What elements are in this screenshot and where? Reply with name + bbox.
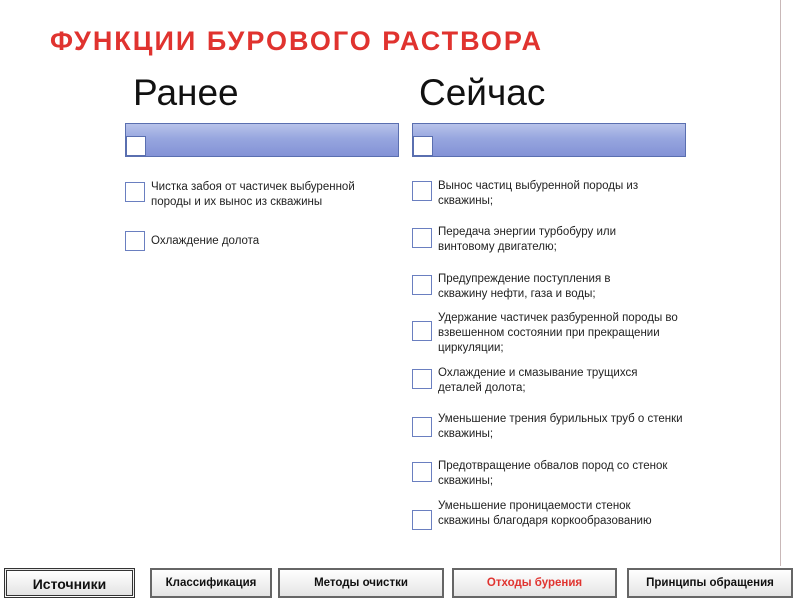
- nav-button-handling-principles[interactable]: Принципы обращения: [627, 568, 793, 598]
- column-header-bar-before: [125, 123, 399, 157]
- slide-title: ФУНКЦИИ БУРОВОГО РАСТВОРА: [50, 26, 544, 56]
- header-square-icon: [126, 136, 146, 156]
- column-heading-now: Сейчас: [419, 72, 546, 113]
- checkbox-square-icon: [125, 231, 145, 251]
- header-square-icon: [413, 136, 433, 156]
- column-header-bar-now: [412, 123, 686, 157]
- checkbox-square-icon: [412, 228, 432, 248]
- slide-border-right: [780, 0, 781, 566]
- checkbox-square-icon: [412, 181, 432, 201]
- bottom-nav: [0, 566, 800, 600]
- checkbox-square-icon: [412, 462, 432, 482]
- checkbox-square-icon: [412, 321, 432, 341]
- checkbox-square-icon: [412, 510, 432, 530]
- nav-button-cleaning-methods[interactable]: Методы очистки: [278, 568, 444, 598]
- column-heading-before: Ранее: [133, 72, 239, 113]
- nav-button-drilling-waste[interactable]: Отходы бурения: [452, 568, 617, 598]
- nav-button-sources[interactable]: Источники: [4, 568, 135, 598]
- checkbox-square-icon: [125, 182, 145, 202]
- checkbox-square-icon: [412, 369, 432, 389]
- checkbox-square-icon: [412, 417, 432, 437]
- nav-button-classification[interactable]: Классификация: [150, 568, 272, 598]
- checkbox-square-icon: [412, 275, 432, 295]
